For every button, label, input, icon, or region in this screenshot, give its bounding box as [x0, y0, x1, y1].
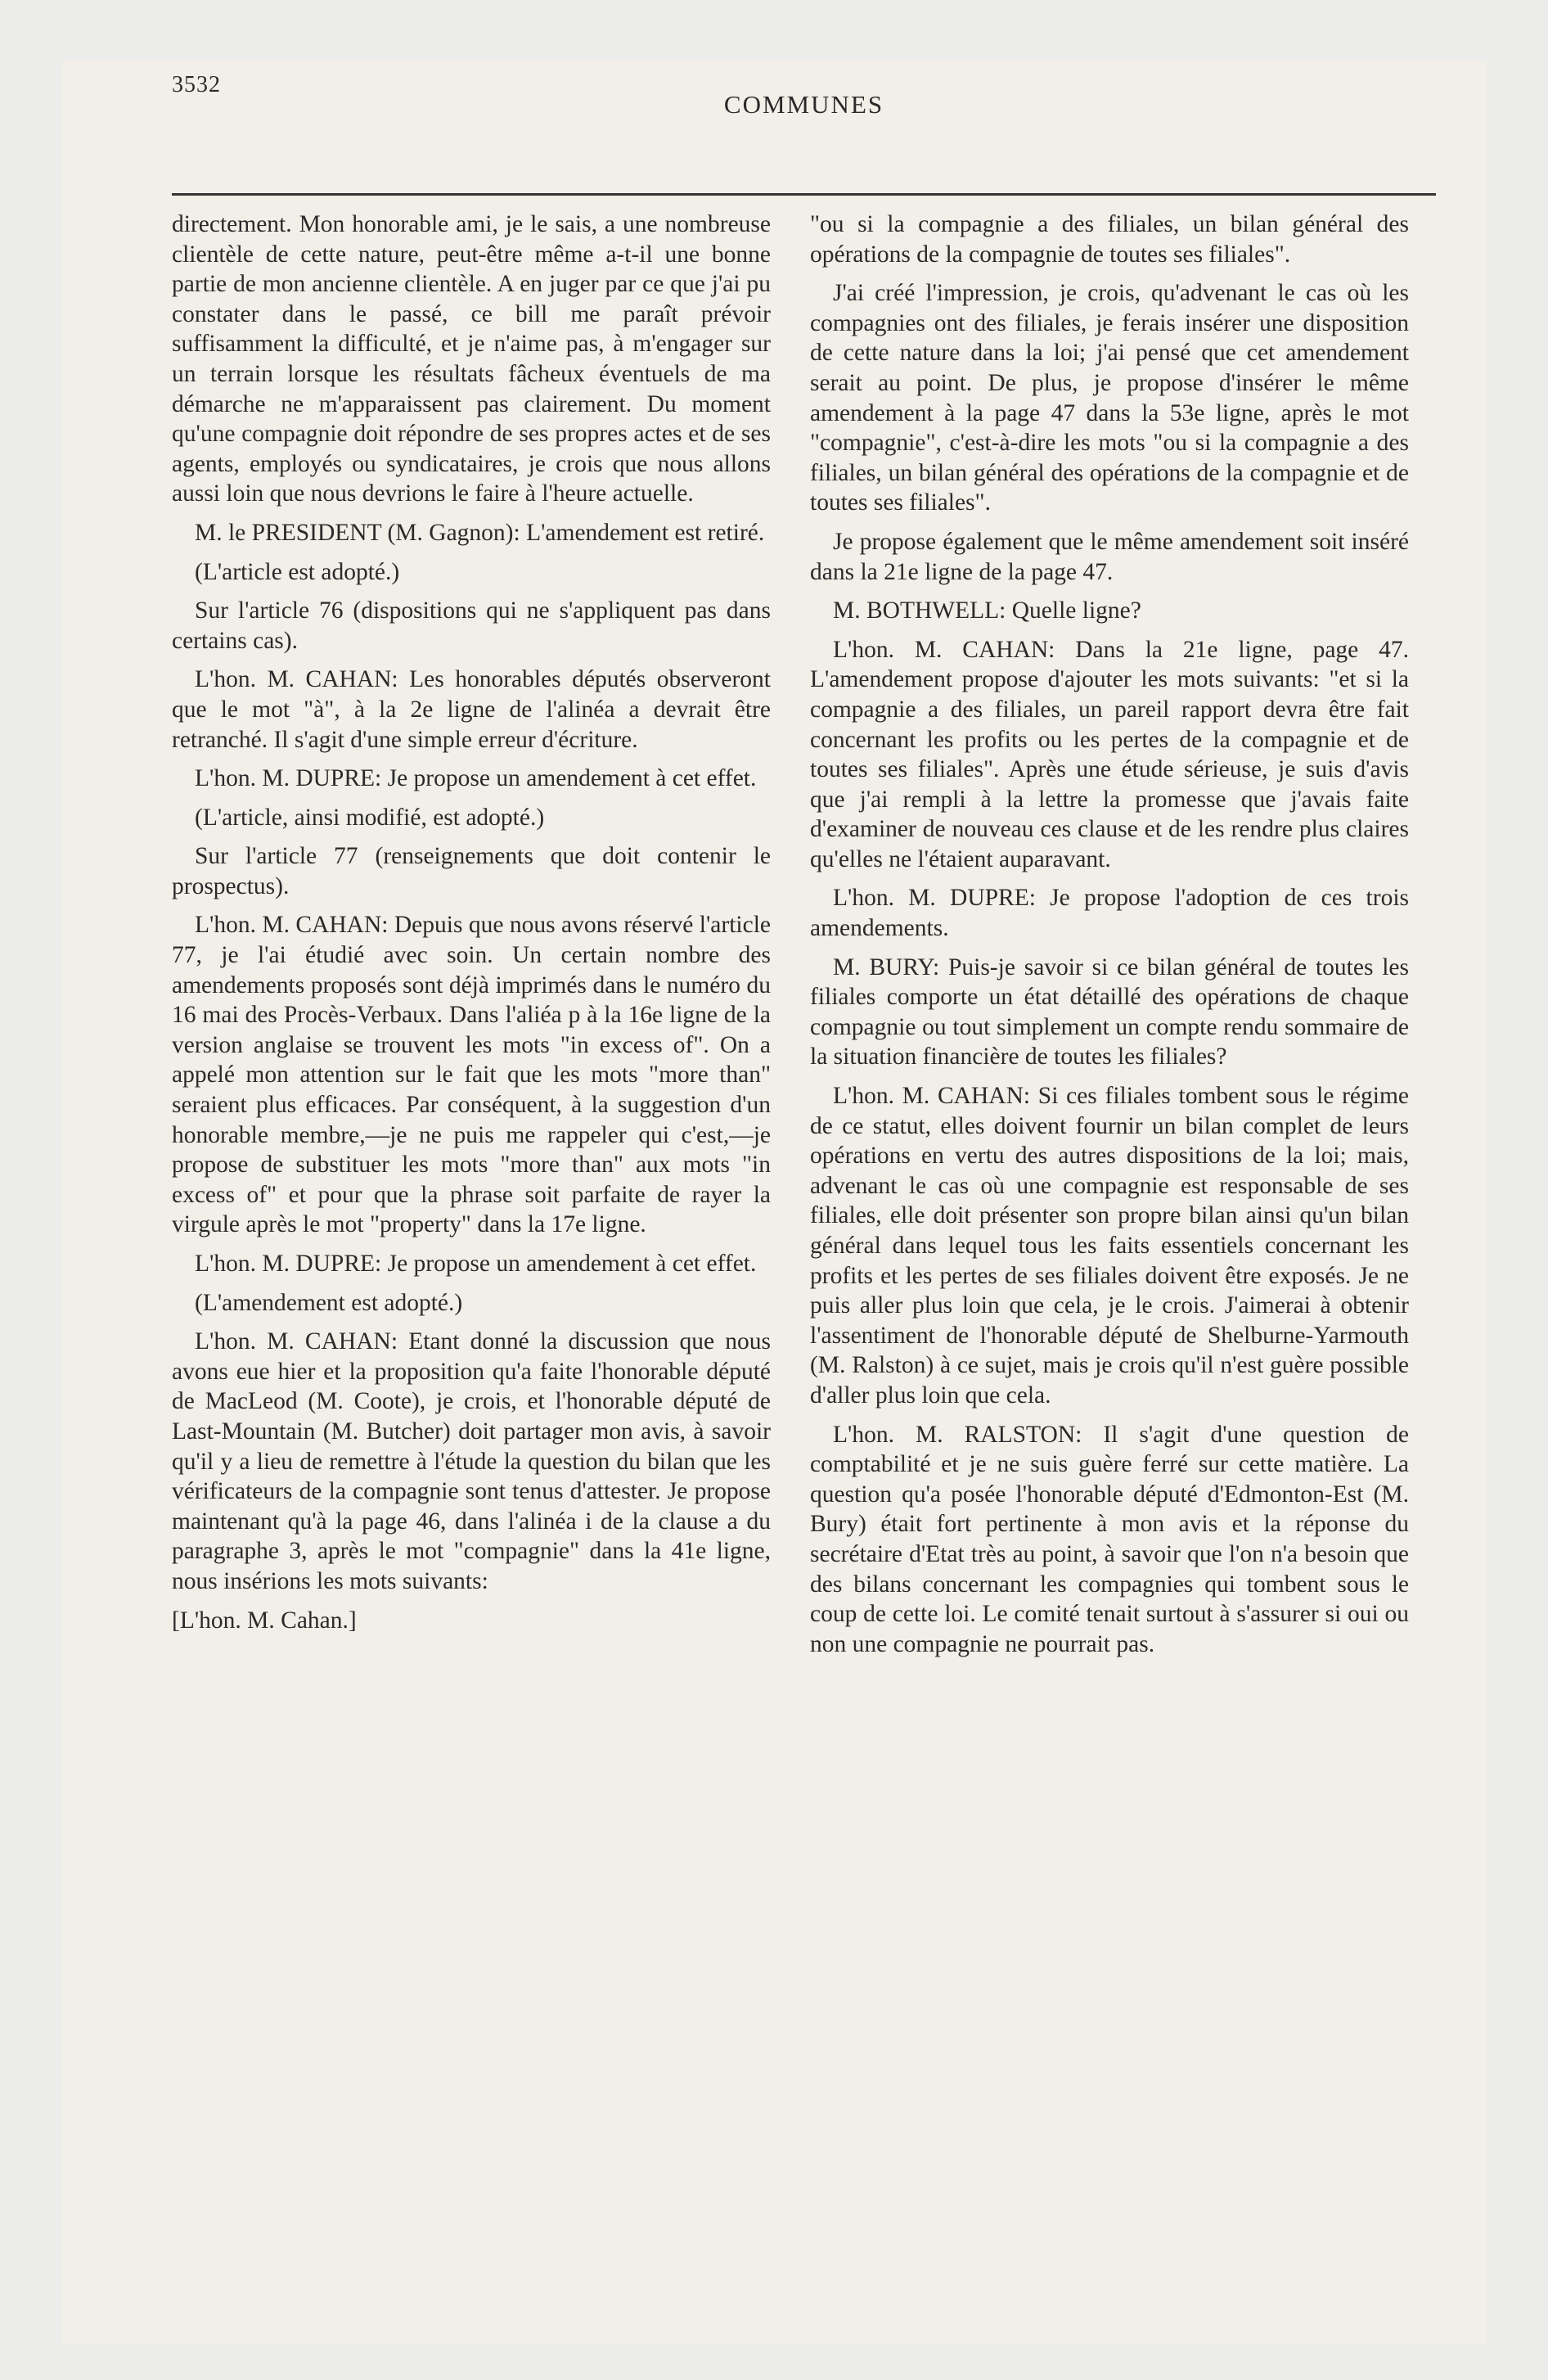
paragraph: Sur l'article 77 (renseignements que doit contenir le prospectus).: [172, 843, 771, 899]
running-head: COMMUNES: [723, 90, 884, 119]
paragraph: L'hon. M. DUPRE: Je propose un amendement à cet effet.: [195, 765, 757, 792]
paragraph: (L'amendement est adopté.): [195, 1289, 463, 1316]
paragraph: M. BOTHWELL: Quelle ligne?: [833, 597, 1141, 624]
paragraph: L'hon. M. RALSTON: Il s'agit d'une question de comptabilité et je ne suis guère ferré sur cette matière. La question qu'a posée l'honorable député d'Edmonton-Est (M. Bury) était fort pertinente à mon avis et la réponse du secrétaire d'Etat très au point, à savoir que l'on n'a besoin que des bilans concernant les compagnies qui tombent sous le coup de cette loi. Le comité tenait surtout à s'assurer si oui ou non une compagnie ne pourrait pas.: [810, 1421, 1409, 1657]
page-number: 3532: [172, 72, 221, 97]
paragraph: Sur l'article 76 (dispositions qui ne s'appliquent pas dans certains cas).: [172, 597, 771, 654]
paragraph: L'hon. M. DUPRE: Je propose un amendement à cet effet.: [195, 1251, 757, 1277]
speaker-signature: [L'hon. M. Cahan.]: [172, 1607, 357, 1634]
paragraph: M. BURY: Puis-je savoir si ce bilan général de toutes les filiales comporte un état détaillé des opérations de chaque compagnie ou tout simplement un compte rendu sommaire de la situation financière de toutes les filiales?: [810, 953, 1409, 1071]
paragraph: L'hon. M. CAHAN: Si ces filiales tombent sous le régime de ce statut, elles doivent fournir un bilan complet de leurs opérations en vertu des autres dispositions de la loi; mais, advenant le cas où une compagnie est responsable de ses filiales, elle doit présenter son propre bilan ainsi qu'un bilan général dans lequel tous les faits essentiels concernant les profits et les pertes de ses filiales doivent être exposés. Je ne puis aller plus loin que cela, je le crois. J'aimerai à obtenir l'assentiment de l'honorable député de Shelburne-Yarmouth (M. Ralston) à ce sujet, mais je crois qu'il n'est guère possible d'aller plus loin que cela.: [810, 1083, 1409, 1409]
paragraph: M. le PRESIDENT (M. Gagnon): L'amendement est retiré.: [195, 519, 765, 546]
paragraph: "ou si la compagnie a des filiales, un bilan général des opérations de la compagnie de toutes ses filiales".: [810, 211, 1409, 268]
paragraph: L'hon. M. DUPRE: Je propose l'adoption de ces trois amendements.: [810, 885, 1409, 942]
right-column: [810, 210, 1409, 1668]
paragraph: J'ai créé l'impression, je crois, qu'advenant le cas où les compagnies ont des filiales, je ferais insérer une disposition de cette nature dans la loi; j'ai pensé que cet amendement serait au point. De plus, je propose d'insérer le même amendement à la page 47 dans la 53e ligne, après le mot "compagnie", c'est-à-dire les mots "ou si la compagnie a des filiales, un bilan général des opérations de la compagnie et de toutes ses filiales".: [810, 280, 1409, 516]
page-header: [172, 72, 1436, 118]
paragraph: L'hon. M. CAHAN: Dans la 21e ligne, page 47. L'amendement propose d'ajouter les mots suivants: "et si la compagnie a des filiales, un pareil rapport devra être fait concernant les profits ou les pertes de la compagnie et de toutes ses filiales". Après une étude sérieuse, je suis d'avis que j'ai rempli à la lettre la promesse que j'avais faite d'examiner de nouveau ces clause et de les rendre plus claires qu'elles ne l'étaient auparavant.: [810, 636, 1409, 872]
paragraph: Je propose également que le même amendement soit inséré dans la 21e ligne de la page 47.: [810, 528, 1409, 585]
paragraph: L'hon. M. CAHAN: Etant donné la discussion que nous avons eue hier et la proposition qu'a faite l'honorable député de MacLeod (M. Coote), je crois, et l'honorable député de Last-Mountain (M. Butcher) doit partager mon avis, à savoir qu'il y a lieu de remettre à l'étude la question du bilan que les vérificateurs de la compagnie sont tenus d'attester. Je propose maintenant qu'à la page 46, dans l'alinéa i de la clause a du paragraphe 3, après le mot "compagnie" dans la 41e ligne, nous insérions les mots suivants:: [172, 1328, 771, 1594]
paragraph: L'hon. M. CAHAN: Les honorables députés observeront que le mot "à", à la 2e ligne de l'alinéa a devrait être retranché. Il s'agit d'une simple erreur d'écriture.: [172, 666, 771, 753]
paragraph: L'hon. M. CAHAN: Depuis que nous avons réservé l'article 77, je l'ai étudié avec soin. Un certain nombre des amendements proposés sont déjà imprimés dans le numéro du 16 mai des Procès-Verbaux. Dans l'aliéa p à la 16e ligne de la version anglaise se trouvent les mots "in excess of". On a appelé mon attention sur le fait que les mots "more than" seraient plus efficaces. Par conséquent, à la suggestion d'un honorable membre,—je ne puis me rappeler qui c'est,—je propose de substituer les mots "more than" aux mots "in excess of" et pour que la phrase soit parfaite de rayer la virgule après le mot "property" dans la 17e ligne.: [172, 912, 771, 1238]
left-column: [172, 210, 771, 1644]
header-rule: [172, 193, 1436, 196]
paragraph: (L'article est adopté.): [195, 558, 400, 585]
paragraph: (L'article, ainsi modifié, est adopté.): [195, 804, 545, 831]
paragraph: directement. Mon honorable ami, je le sais, a une nombreuse clientèle de cette nature, peut-être même a-t-il une bonne partie de mon ancienne clientèle. A en juger par ce que j'ai pu constater dans le passé, ce bill me paraît prévoir suffisamment la difficulté, et je n'aime pas, à m'engager sur un terrain lorsque les résultats fâcheux éventuels de ma démarche ne m'apparaissent pas clairement. Du moment qu'une compagnie doit répondre de ses propres actes et de ses agents, employés ou syndicataires, je crois que nous allons aussi loin que nous devrions le faire à l'heure actuelle.: [172, 211, 771, 507]
